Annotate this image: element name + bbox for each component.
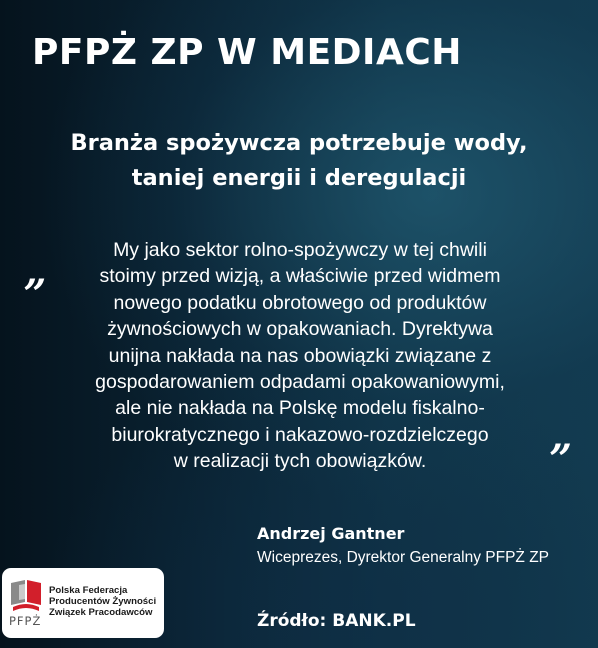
close-quote-mark: ” [549, 436, 573, 483]
quote-line: ale nie nakłada na Polskę modelu fiskalno- [115, 397, 485, 420]
quote-line: gospodarowaniem odpadami opakowaniowymi, [95, 371, 505, 394]
headline [20, 126, 578, 196]
quote-line: My jako sektor rolno-spożywczy w tej chwili [113, 239, 487, 261]
headline-line: taniej energii i deregulacji [131, 165, 467, 191]
author-role: Wiceprezes, Dyrektor Generalny PFPŻ ZP [257, 549, 549, 566]
organization-logo [2, 568, 164, 638]
logo-abbreviation: PFPŻ [9, 614, 42, 628]
logo-line: Producentów Żywności [49, 595, 157, 607]
page-title: PFPŻ ZP W MEDIACH [32, 32, 462, 73]
quote-line: biurokratycznego i nakazowo-rozdzielczego [111, 423, 489, 446]
open-quote-mark: „ [24, 248, 48, 295]
logo-line: Polska Federacja [49, 585, 128, 596]
logo-name [49, 586, 156, 618]
author-name: Andrzej Gantner [257, 524, 405, 543]
quote-line: w realizacji tych obowiązków. [173, 450, 427, 473]
quote-line: nowego podatku obrotowego od produktów [113, 291, 487, 314]
quote-text [50, 237, 550, 475]
source-credit: Źródło: BANK.PL [257, 611, 416, 631]
quote-line: unijna nakłada na nas obowiązki związane z [108, 344, 492, 367]
logo-line: Związek Pracodawców [49, 606, 153, 618]
quote-line: żywnościowych w opakowaniach. Dyrektywa [107, 318, 493, 341]
quote-line: stoimy przed wizją, a właściwie przed widmem [99, 265, 501, 288]
headline-line: Branża spożywcza potrzebuje wody, [70, 130, 528, 156]
